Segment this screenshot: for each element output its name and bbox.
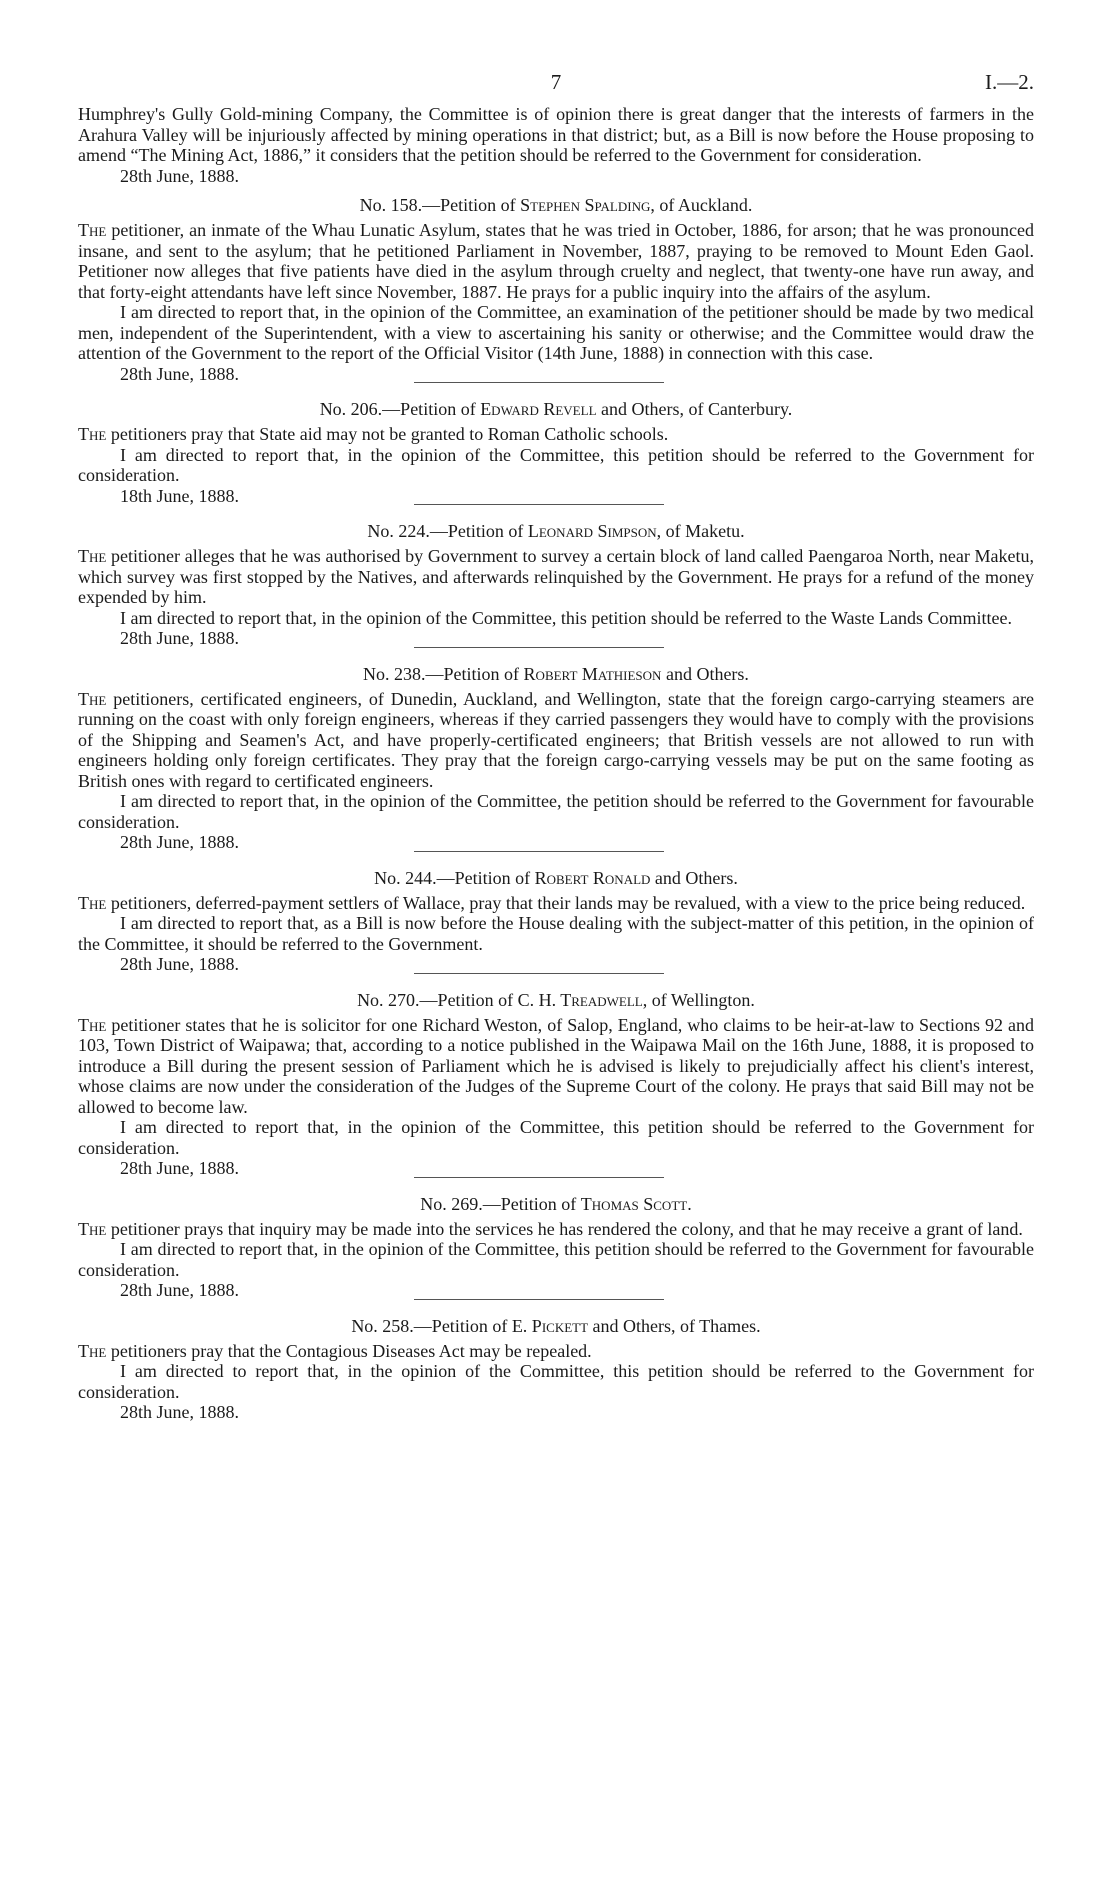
opening-word: The [78, 1014, 107, 1035]
section-divider [78, 384, 1034, 390]
petition-body [78, 1015, 1034, 1118]
page-number: 7 [550, 70, 562, 94]
section-divider [78, 1301, 1034, 1307]
petition-heading [78, 663, 1034, 685]
petition-section [78, 384, 1034, 506]
running-head [78, 70, 1034, 104]
petition-body-text: petitioner, an inmate of the Whau Lunatic Asylum, states that he was tried in October, 1886, for arson; that he was pronounced insane, and sent to the asylum; that he petitioned Parliament in November, 1887, praying to be removed to Mount Eden Gaol. Petitioner now alleges that five patients have died in the asylum through cruelty and neglect, that twenty-one have run away, and that forty-eight attendants have left since November, 1887. He prays for a public inquiry into the affairs of the asylum. [78, 220, 1034, 302]
petition-origin: . [687, 1193, 692, 1214]
petition-section [78, 194, 1034, 384]
report-date: 28th June, 1888. [120, 954, 239, 974]
opening-word: The [78, 1218, 107, 1239]
petition-body-text: petitioner alleges that he was authorised by Government to survey a certain block of land called Paengaroa North, near Maketu, which survey was first stopped by the Natives, and afterwards relinquished by the Government. He prays for a refund of the money expended by him. [78, 546, 1034, 607]
petition-body-text: petitioner states that he is solicitor for one Richard Weston, of Salop, England, who claims to be heir-at-law to Sections 92 and 103, Town District of Waipawa; that, according to a notice published in the Waipawa Mail on the 16th June, 1888, it is proposed to introduce a Bill during the present session of Parliament which he is advised is likely to prejudicially affect his client's interest, whose claims are now under the consideration of the Judges of the Supreme Court of the colony. He prays that said Bill may not be allowed to become law. [78, 1014, 1034, 1117]
petition-origin: and Others. [661, 663, 749, 684]
petition-body [78, 689, 1034, 792]
petition-number: No. 270.—Petition of [357, 989, 518, 1010]
opening-word: The [78, 688, 107, 709]
committee-report: I am directed to report that, in the opinion of the Committee, this petition should be referred to the Waste Lands Committee. [120, 607, 1013, 628]
petitioner-name: C. H. Treadwell [517, 989, 643, 1010]
divider-rule [414, 1177, 664, 1178]
petition-number: No. 244.—Petition of [374, 867, 535, 888]
opening-word: The [78, 220, 107, 240]
report-date: 28th June, 1888. [120, 832, 239, 852]
committee-report: I am directed to report that, in the opinion of the Committee, the petition should be referred to the Government for favourable consideration. [78, 791, 1034, 832]
petitioner-name: Stephen Spalding [520, 195, 651, 215]
petition-origin: , of Maketu. [656, 521, 745, 541]
petition-section [78, 506, 1034, 649]
document-reference: I.—2. [985, 70, 1034, 94]
petition-body [78, 220, 1034, 302]
committee-report: I am directed to report that, in the opinion of the Committee, this petition should be referred to the Government for consideration. [78, 444, 1034, 485]
petition-number: No. 238.—Petition of [363, 663, 524, 684]
petition-origin: , of Auckland. [650, 195, 753, 215]
petition-body [78, 546, 1034, 608]
petition-heading [78, 1315, 1034, 1337]
petition-heading [78, 867, 1034, 889]
opening-word: The [78, 546, 107, 566]
intro-date: 28th June, 1888. [120, 165, 239, 186]
section-divider [78, 975, 1034, 981]
divider-rule [414, 504, 664, 505]
petition-section [78, 853, 1034, 975]
petitioner-name: Thomas Scott [580, 1193, 688, 1214]
petition-body-text: petitioners, deferred-payment settlers of Wallace, pray that their lands may be revalued, with a view to the price being reduced. [106, 892, 1026, 913]
petitioner-name: Edward Revell [480, 399, 597, 419]
report-date: 28th June, 1888. [120, 363, 239, 384]
petition-number: No. 269.—Petition of [420, 1193, 581, 1214]
petition-origin: , of Wellington. [642, 989, 755, 1010]
petition-section [78, 1301, 1034, 1423]
section-divider [78, 1179, 1034, 1185]
divider-rule [414, 647, 664, 648]
petition-heading [78, 989, 1034, 1011]
section-divider [78, 853, 1034, 859]
report-date: 28th June, 1888. [120, 1158, 239, 1178]
petition-section [78, 975, 1034, 1179]
petition-section [78, 1179, 1034, 1301]
petition-body-text: petitioner prays that inquiry may be made into the services he has rendered the colony, and that he may receive a grant of land. [106, 1218, 1023, 1239]
petitioner-name: Robert Mathieson [523, 663, 662, 684]
report-date: 18th June, 1888. [120, 485, 239, 506]
intro-paragraph: Humphrey's Gully Gold-mining Company, the Committee is of opinion there is great danger that the interests of farmers in the Arahura Valley will be injuriously affected by mining operations in that district; but, as a Bill is now before the House proposing to amend “The Mining Act, 1886,” it considers that the petition should be referred to the Government for consideration. [78, 104, 1034, 165]
opening-word: The [78, 424, 107, 444]
report-date: 28th June, 1888. [120, 628, 239, 648]
petition-number: No. 158.—Petition of [359, 195, 521, 215]
petition-list [78, 194, 1034, 1423]
petition-body-text: petitioners, certificated engineers, of Dunedin, Auckland, and Wellington, state that the foreign cargo-carrying steamers are running on the coast with only foreign engineers, whereas if they carried passengers they would have to comply with the provisions of the Shipping and Seamen's Act, and have properly-certificated engineers; that British vessels are not allowed to run with engineers holding only foreign certificates. They pray that the foreign cargo-carrying vessels may be put on the same footing as British ones with regard to certificated engineers. [78, 688, 1034, 791]
petition-number: No. 206.—Petition of [319, 399, 481, 419]
intro-section [78, 104, 1034, 186]
section-divider [78, 649, 1034, 655]
petition-origin: and Others, of Thames. [588, 1315, 761, 1336]
petition-body [78, 1219, 1034, 1240]
petition-heading [78, 520, 1034, 542]
petition-number: No. 224.—Petition of [367, 521, 528, 541]
petition-heading [78, 194, 1034, 216]
petition-heading [78, 1193, 1034, 1215]
petition-body [78, 893, 1034, 914]
opening-word: The [78, 1340, 107, 1361]
document-page [78, 70, 1034, 1423]
petition-body-text: petitioners pray that the Contagious Diseases Act may be repealed. [106, 1340, 592, 1361]
committee-report: I am directed to report that, in the opinion of the Committee, this petition should be referred to the Government for consideration. [78, 1117, 1034, 1158]
petitioner-name: Robert Ronald [534, 867, 651, 888]
opening-word: The [78, 892, 107, 913]
divider-rule [414, 851, 664, 852]
report-date: 28th June, 1888. [120, 1402, 239, 1422]
committee-report: I am directed to report that, as a Bill is now before the House dealing with the subject-matter of this petition, in the opinion of the Committee, it should be referred to the Government. [78, 913, 1034, 954]
committee-report: I am directed to report that, in the opinion of the Committee, this petition should be referred to the Government for consideration. [78, 1361, 1034, 1402]
divider-rule [414, 1299, 664, 1300]
committee-report: I am directed to report that, in the opinion of the Committee, this petition should be referred to the Government for favourable consideration. [78, 1239, 1034, 1280]
petition-body [78, 1341, 1034, 1362]
petition-origin: and Others. [650, 867, 738, 888]
petition-heading [78, 398, 1034, 420]
petition-number: No. 258.—Petition of [351, 1315, 512, 1336]
petitioner-name: E. Pickett [511, 1315, 589, 1336]
petition-body [78, 424, 1034, 445]
section-divider [78, 506, 1034, 512]
petition-body-text: petitioners pray that State aid may not be granted to Roman Catholic schools. [106, 424, 669, 444]
divider-rule [414, 382, 664, 383]
committee-report: I am directed to report that, in the opinion of the Committee, an examination of the petitioner should be made by two medical men, independent of the Superintendent, with a view to ascertaining his sanity or otherwise; and the Committee would draw the attention of the Government to the report of the Official Visitor (14th June, 1888) in connection with this case. [78, 302, 1034, 363]
report-date: 28th June, 1888. [120, 1280, 239, 1300]
divider-rule [414, 973, 664, 974]
petition-origin: and Others, of Canterbury. [596, 399, 793, 419]
petition-section [78, 649, 1034, 853]
petitioner-name: Leonard Simpson [527, 521, 657, 541]
